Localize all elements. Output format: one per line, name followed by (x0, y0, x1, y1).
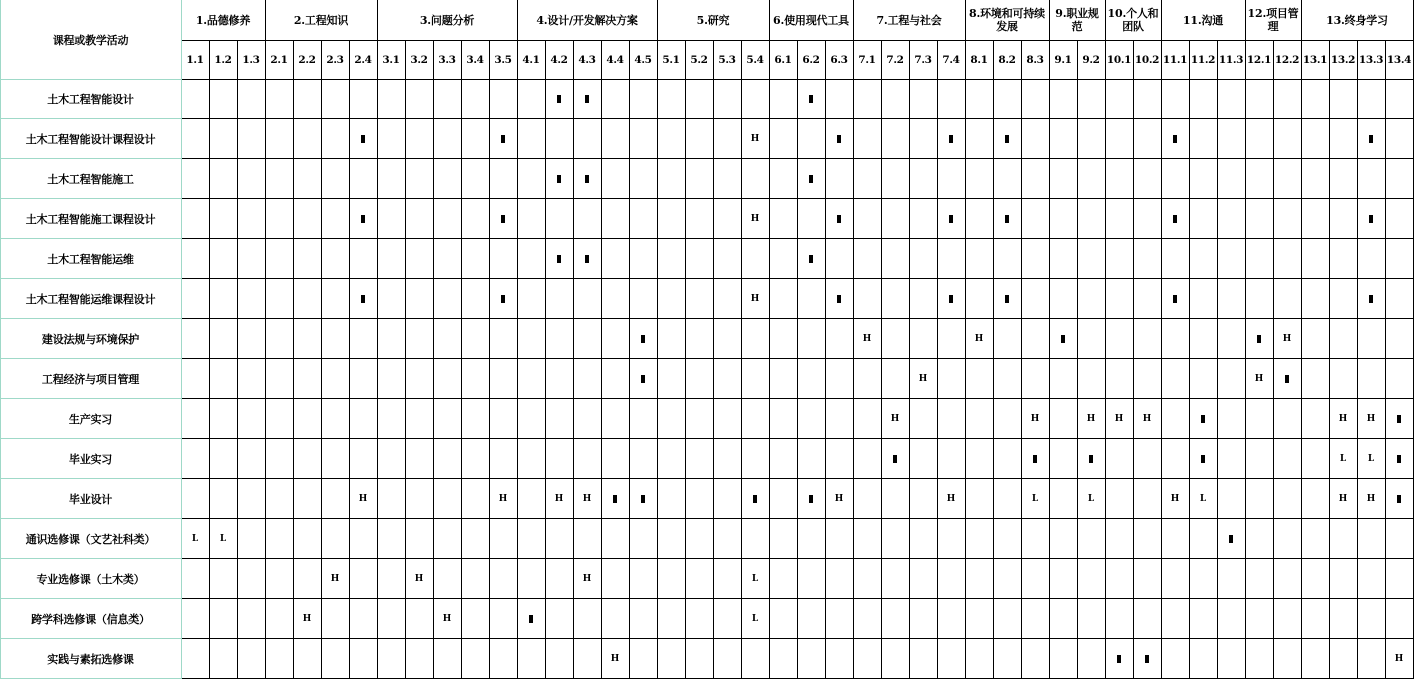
relation-mark (573, 159, 601, 199)
group-column-line (265, 0, 266, 679)
full-support-mark (1173, 215, 1177, 223)
full-support-mark (1201, 415, 1205, 423)
full-support-mark (1369, 215, 1373, 223)
subindicator-header: 8.3 (1026, 53, 1044, 66)
full-support-mark (1173, 135, 1177, 143)
relation-mark (629, 479, 657, 519)
row-line-label (0, 678, 181, 679)
full-support-mark (893, 455, 897, 463)
subindicator-header: 11.1 (1162, 53, 1188, 66)
relation-mark: H (1338, 494, 1348, 504)
course-label: 土木工程智能施工 (47, 173, 134, 186)
relation-mark: H (1114, 414, 1124, 424)
relation-mark (349, 279, 377, 319)
sub-column-line (741, 40, 742, 679)
full-support-mark (557, 175, 561, 183)
row-line-label (0, 638, 181, 639)
relation-mark: H (1394, 654, 1404, 664)
full-support-mark (361, 135, 365, 143)
relation-mark: L (1031, 494, 1039, 504)
row-line-label (0, 598, 181, 599)
relation-mark (1357, 199, 1385, 239)
subindicator-header: 1.1 (186, 53, 204, 66)
subindicator-header: 3.4 (466, 53, 484, 66)
sub-column-line (237, 40, 238, 679)
subindicator-header: 13.2 (1330, 53, 1356, 66)
relation-mark (797, 239, 825, 279)
relation-mark: H (442, 614, 452, 624)
group-column-line (965, 0, 966, 679)
sub-column-line (433, 40, 434, 679)
course-label: 毕业实习 (68, 453, 113, 466)
relation-mark: H (750, 214, 760, 224)
subindicator-header: 3.2 (410, 53, 428, 66)
group-header: 13.终身学习 (1326, 13, 1388, 27)
sub-column-line (545, 40, 546, 679)
full-support-mark (809, 175, 813, 183)
relation-mark (937, 119, 965, 159)
relation-mark: H (582, 574, 592, 584)
row-line-label (0, 518, 181, 519)
sub-column-line (1133, 40, 1134, 679)
relation-mark (937, 279, 965, 319)
relation-mark (1077, 439, 1105, 479)
subindicator-header: 5.4 (746, 53, 764, 66)
full-support-mark (753, 495, 757, 503)
sub-column-line (349, 40, 350, 679)
full-support-mark (501, 215, 505, 223)
sub-column-line (1357, 40, 1358, 679)
relation-mark: H (750, 134, 760, 144)
relation-mark: H (1254, 374, 1264, 384)
subindicator-header: 11.3 (1218, 53, 1244, 66)
relation-mark: H (1338, 414, 1348, 424)
subindicator-header: 12.2 (1274, 53, 1300, 66)
group-header: 9.职业规范 (1055, 7, 1099, 33)
full-support-mark (949, 135, 953, 143)
relation-mark: H (414, 574, 424, 584)
sub-column-line (1189, 40, 1190, 679)
relation-mark: H (862, 334, 872, 344)
row-line-label (0, 118, 181, 119)
course-label: 通识选修课（文艺社科类） (25, 533, 156, 546)
relation-mark: L (751, 614, 759, 624)
sub-column-line (797, 40, 798, 679)
subindicator-header: 9.2 (1082, 53, 1100, 66)
subindicator-header: 5.3 (718, 53, 736, 66)
subindicator-header: 3.5 (494, 53, 512, 66)
subindicator-header: 11.2 (1190, 53, 1216, 66)
subindicator-header: 8.1 (970, 53, 988, 66)
relation-mark (1273, 359, 1301, 399)
full-support-mark (949, 215, 953, 223)
relation-mark (1385, 439, 1413, 479)
relation-mark (741, 479, 769, 519)
group-column-line (657, 0, 658, 679)
relation-mark: L (1087, 494, 1095, 504)
sub-column-line (629, 40, 630, 679)
full-support-mark (529, 615, 533, 623)
relation-mark (1217, 519, 1245, 559)
full-support-mark (837, 135, 841, 143)
subindicator-header: 4.4 (606, 53, 624, 66)
group-column-line (853, 0, 854, 679)
full-support-mark (1285, 375, 1289, 383)
course-label: 土木工程智能施工课程设计 (25, 213, 156, 226)
sub-column-line (713, 40, 714, 679)
subindicator-header: 10.2 (1134, 53, 1160, 66)
full-support-mark (557, 255, 561, 263)
relation-mark (349, 199, 377, 239)
subindicator-header: 13.3 (1358, 53, 1384, 66)
row-line-label (0, 278, 181, 279)
subindicator-header: 2.4 (354, 53, 372, 66)
full-support-mark (1005, 295, 1009, 303)
full-support-mark (1369, 295, 1373, 303)
relation-mark (573, 79, 601, 119)
row-line-label (0, 79, 181, 80)
relation-mark (1189, 439, 1217, 479)
course-label: 生产实习 (68, 413, 113, 426)
full-support-mark (1005, 215, 1009, 223)
relation-mark: H (890, 414, 900, 424)
full-support-mark (1201, 455, 1205, 463)
group-header: 5.研究 (696, 13, 730, 27)
full-support-mark (809, 95, 813, 103)
full-support-mark (1061, 335, 1065, 343)
row-line-label (0, 478, 181, 479)
relation-mark: H (330, 574, 340, 584)
subindicator-header: 4.1 (522, 53, 540, 66)
relation-mark (1357, 279, 1385, 319)
relation-mark (573, 239, 601, 279)
group-header: 6.使用现代工具 (773, 13, 849, 27)
sub-column-line (405, 40, 406, 679)
relation-mark (629, 359, 657, 399)
group-column-line (769, 0, 770, 679)
relation-mark: H (610, 654, 620, 664)
subindicator-header: 3.1 (382, 53, 400, 66)
sub-column-line (293, 40, 294, 679)
full-support-mark (557, 95, 561, 103)
sub-column-line (489, 40, 490, 679)
group-column-line (1105, 0, 1106, 679)
row-line-label (0, 238, 181, 239)
sub-column-line (881, 40, 882, 679)
group-column-line (1301, 0, 1302, 679)
relation-mark: H (1086, 414, 1096, 424)
course-label: 跨学科选修课（信息类） (31, 613, 150, 626)
sub-column-line (685, 40, 686, 679)
course-label: 专业选修课（土木类） (36, 573, 145, 586)
full-support-mark (1089, 455, 1093, 463)
relation-mark (881, 439, 909, 479)
relation-mark (825, 279, 853, 319)
relation-mark: H (946, 494, 956, 504)
relation-mark (797, 479, 825, 519)
subindicator-header: 6.2 (802, 53, 820, 66)
row-line-label (0, 438, 181, 439)
course-label: 土木工程智能运维课程设计 (25, 293, 156, 306)
row-line-label (0, 158, 181, 159)
relation-mark (1161, 279, 1189, 319)
full-support-mark (361, 215, 365, 223)
relation-mark: L (219, 534, 227, 544)
full-support-mark (1369, 135, 1373, 143)
relation-mark: L (751, 574, 759, 584)
relation-mark: L (1199, 494, 1207, 504)
relation-mark (1021, 439, 1049, 479)
subindicator-header: 4.5 (634, 53, 652, 66)
course-label: 工程经济与项目管理 (41, 373, 140, 386)
full-support-mark (949, 295, 953, 303)
relation-mark (1161, 119, 1189, 159)
subindicator-header: 13.1 (1302, 53, 1328, 66)
relation-mark: H (498, 494, 508, 504)
full-support-mark (585, 95, 589, 103)
sub-column-line (1329, 40, 1330, 679)
row-line-label (0, 558, 181, 559)
full-support-mark (809, 495, 813, 503)
sub-column-line (461, 40, 462, 679)
group-header: 10.个人和团队 (1107, 7, 1159, 33)
group-column-line (517, 0, 518, 679)
relation-mark (629, 319, 657, 359)
full-support-mark (585, 255, 589, 263)
full-support-mark (501, 135, 505, 143)
subindicator-header: 9.1 (1054, 53, 1072, 66)
left-border (0, 0, 1, 679)
relation-mark (489, 199, 517, 239)
full-support-mark (361, 295, 365, 303)
label-column-border (181, 0, 182, 679)
corner-label: 课程或教学活动 (52, 33, 129, 47)
relation-mark: H (302, 614, 312, 624)
sub-column-line (1273, 40, 1274, 679)
subindicator-header: 10.1 (1106, 53, 1132, 66)
group-column-line (1049, 0, 1050, 679)
relation-mark: H (1142, 414, 1152, 424)
relation-mark (545, 79, 573, 119)
subindicator-header: 6.1 (774, 53, 792, 66)
full-support-mark (1257, 335, 1261, 343)
relation-mark (601, 479, 629, 519)
relation-mark: L (1367, 454, 1375, 464)
subindicator-header: 7.4 (942, 53, 960, 66)
course-label: 毕业设计 (68, 493, 113, 506)
sub-column-line (209, 40, 210, 679)
relation-mark (1133, 639, 1161, 679)
relation-mark (1189, 399, 1217, 439)
full-support-mark (837, 215, 841, 223)
sub-column-line (573, 40, 574, 679)
subindicator-header: 2.1 (270, 53, 288, 66)
relation-mark (1049, 319, 1077, 359)
full-support-mark (501, 295, 505, 303)
relation-mark: H (1170, 494, 1180, 504)
relation-mark: H (750, 294, 760, 304)
row-line-label (0, 358, 181, 359)
group-header: 3.问题分析 (419, 13, 475, 27)
row-line-label (0, 198, 181, 199)
full-support-mark (837, 295, 841, 303)
relation-mark (1385, 399, 1413, 439)
subindicator-header: 8.2 (998, 53, 1016, 66)
subindicator-header: 2.2 (298, 53, 316, 66)
relation-mark (993, 119, 1021, 159)
group-header: 7.工程与社会 (876, 13, 942, 27)
group-header: 8.环境和可持续发展 (969, 7, 1045, 33)
sub-column-line (601, 40, 602, 679)
full-support-mark (1229, 535, 1233, 543)
full-support-mark (585, 175, 589, 183)
sub-column-line (825, 40, 826, 679)
group-column-line (1413, 0, 1414, 679)
relation-mark (1385, 479, 1413, 519)
relation-mark: L (191, 534, 199, 544)
course-label: 土木工程智能设计课程设计 (25, 133, 156, 146)
relation-mark (1161, 199, 1189, 239)
relation-mark (797, 79, 825, 119)
full-support-mark (1397, 495, 1401, 503)
relation-mark: H (974, 334, 984, 344)
sub-column-line (321, 40, 322, 679)
full-support-mark (1397, 455, 1401, 463)
relation-mark (937, 199, 965, 239)
full-support-mark (1173, 295, 1177, 303)
full-support-mark (1397, 415, 1401, 423)
subindicator-header: 5.1 (662, 53, 680, 66)
sub-column-line (1385, 40, 1386, 679)
full-support-mark (641, 495, 645, 503)
subindicator-header: 4.3 (578, 53, 596, 66)
relation-mark: H (1030, 414, 1040, 424)
relation-mark (993, 199, 1021, 239)
relation-mark (489, 279, 517, 319)
subindicator-header: 5.2 (690, 53, 708, 66)
relation-mark: H (554, 494, 564, 504)
relation-mark: H (358, 494, 368, 504)
group-column-line (1245, 0, 1246, 679)
subindicator-header: 1.2 (214, 53, 232, 66)
group-header: 4.设计/开发解决方案 (536, 13, 638, 27)
row-line-label (0, 398, 181, 399)
group-column-line (1161, 0, 1162, 679)
course-label: 建设法规与环境保护 (41, 333, 140, 346)
relation-mark (797, 159, 825, 199)
relation-mark (825, 119, 853, 159)
subindicator-header: 2.3 (326, 53, 344, 66)
course-label: 实践与素拓选修课 (47, 653, 134, 666)
sub-column-line (1077, 40, 1078, 679)
subindicator-header: 7.3 (914, 53, 932, 66)
subindicator-header: 13.4 (1386, 53, 1412, 66)
relation-mark (1245, 319, 1273, 359)
relation-mark (825, 199, 853, 239)
subindicator-header: 12.1 (1246, 53, 1272, 66)
full-support-mark (641, 375, 645, 383)
sub-column-line (1021, 40, 1022, 679)
sub-column-line (909, 40, 910, 679)
relation-mark (545, 159, 573, 199)
row-line-label (0, 318, 181, 319)
full-support-mark (641, 335, 645, 343)
sub-column-line (937, 40, 938, 679)
full-support-mark (613, 495, 617, 503)
relation-mark: L (1339, 454, 1347, 464)
subindicator-header: 3.3 (438, 53, 456, 66)
relation-mark (545, 239, 573, 279)
relation-mark: H (1366, 414, 1376, 424)
full-support-mark (1005, 135, 1009, 143)
relation-mark (349, 119, 377, 159)
relation-mark: H (1282, 334, 1292, 344)
sub-column-line (993, 40, 994, 679)
group-header: 12.项目管理 (1247, 7, 1299, 33)
group-column-line (377, 0, 378, 679)
relation-mark (1105, 639, 1133, 679)
relation-mark (517, 599, 545, 639)
full-support-mark (1145, 655, 1149, 663)
course-label: 土木工程智能运维 (47, 253, 134, 266)
group-header: 1.品德修养 (195, 13, 251, 27)
relation-mark: H (918, 374, 928, 384)
relation-mark: H (834, 494, 844, 504)
course-label: 土木工程智能设计 (47, 93, 134, 106)
sub-column-line (1217, 40, 1218, 679)
relation-mark (993, 279, 1021, 319)
full-support-mark (1117, 655, 1121, 663)
subindicator-header: 7.2 (886, 53, 904, 66)
group-header: 2.工程知识 (293, 13, 349, 27)
group-header: 11.沟通 (1182, 13, 1224, 27)
relation-mark (1357, 119, 1385, 159)
full-support-mark (1033, 455, 1037, 463)
relation-mark: H (1366, 494, 1376, 504)
full-support-mark (809, 255, 813, 263)
subindicator-header: 6.3 (830, 53, 848, 66)
relation-mark (489, 119, 517, 159)
subindicator-header: 1.3 (242, 53, 260, 66)
subindicator-header: 7.1 (858, 53, 876, 66)
subindicator-header: 4.2 (550, 53, 568, 66)
relation-mark: H (582, 494, 592, 504)
